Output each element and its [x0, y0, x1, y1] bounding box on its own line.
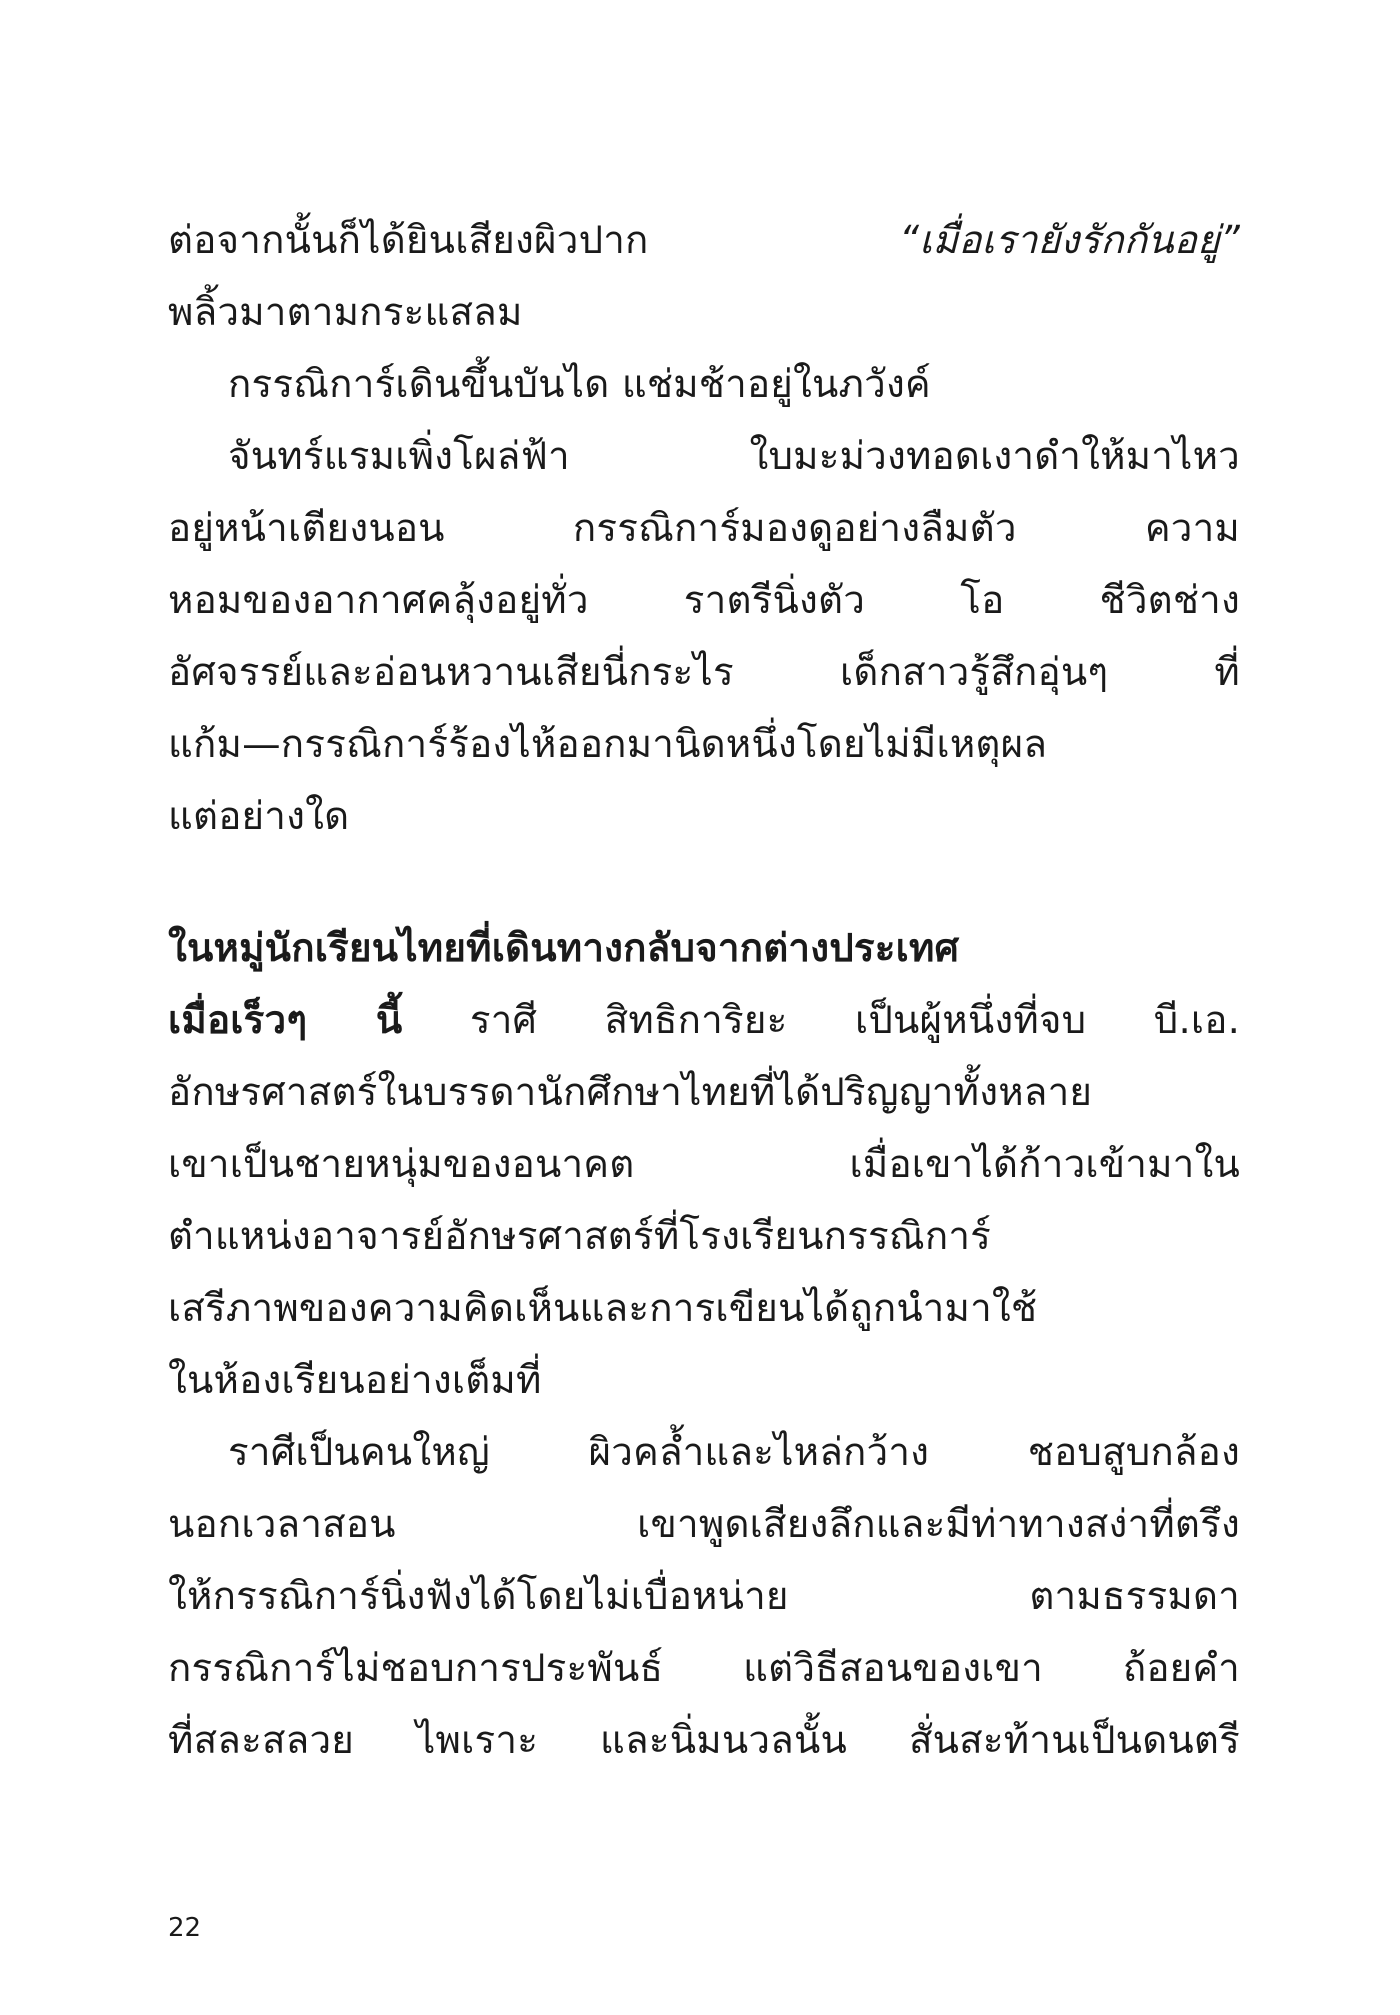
text-line: แก้ม—กรรณิการ์ร้องไห้ออกมานิดหนึ่งโดยไม่มีเหตุผล [168, 722, 1048, 767]
text-run: ต่อจากนั้นก็ได้ยินเสียงผิวปาก [168, 218, 900, 263]
text-line: กรรณิการ์เดินขึ้นบันได แช่มช้าอยู่ในภวังค์ [228, 362, 931, 407]
bold-run: เมื่อเร็วๆ นี้ [168, 998, 403, 1043]
text-line: เขาเป็นชายหนุ่มของอนาคต เมื่อเขาได้ก้าวเข้ามาใน [168, 1142, 1240, 1187]
text-line: ให้กรรณิการ์นิ่งฟังได้โดยไม่เบื่อหน่าย ตามธรรมดา [168, 1574, 1240, 1619]
text-line: อยู่หน้าเตียงนอน กรรณิการ์มองดูอย่างลืมตัว ความ [168, 506, 1240, 551]
text-line: กรรณิการ์ไม่ชอบการประพันธ์ แต่วิธีสอนของเขา ถ้อยคำ [168, 1646, 1240, 1691]
section-opening-bold: ในหมู่นักเรียนไทยที่เดินทางกลับจากต่างประเทศ [168, 926, 960, 971]
text-line: อักษรศาสตร์ในบรรดานักศึกษาไทยที่ได้ปริญญาทั้งหลาย [168, 1070, 1093, 1115]
text-line: จันทร์แรมเพิ่งโผล่ฟ้า ใบมะม่วงทอดเงาดำให้มาไหว [228, 434, 1240, 479]
page-number: 22 [168, 1913, 202, 1943]
text-line: พลิ้วมาตามกระแสลม [168, 290, 523, 335]
text-line: ราศีเป็นคนใหญ่ ผิวคล้ำและไหล่กว้าง ชอบสูบกล้อง [228, 1430, 1240, 1475]
italic-song-title: “เมื่อเรายังรักกันอยู่” [899, 218, 1240, 263]
text-line [168, 205, 1240, 277]
text-line: เสรีภาพของความคิดเห็นและการเขียนได้ถูกนำมาใช้ [168, 1286, 1038, 1331]
text-line: ที่สละสลวย ไพเราะ และนิ่มนวลนั้น สั่นสะท้านเป็นดนตรี [168, 1718, 1240, 1763]
text-line [168, 985, 1240, 1057]
text-line: อัศจรรย์และอ่อนหวานเสียนี่กระไร เด็กสาวรู้สึกอุ่นๆ ที่ [168, 650, 1240, 695]
text-line: ตำแหน่งอาจารย์อักษรศาสตร์ที่โรงเรียนกรรณิการ์ [168, 1214, 992, 1259]
text-line: ในห้องเรียนอย่างเต็มที่ [168, 1358, 542, 1403]
text-run: ราศี สิทธิการิยะ เป็นผู้หนึ่งที่จบ บี.เอ. [402, 998, 1241, 1043]
text-line: แต่อย่างใด [168, 794, 350, 839]
text-line: หอมของอากาศคลุ้งอยู่ทั่ว ราตรีนิ่งตัว โอ ชีวิตช่าง [168, 578, 1240, 623]
text-line: นอกเวลาสอน เขาพูดเสียงลึกและมีท่าทางสง่าที่ตรึง [168, 1502, 1240, 1547]
